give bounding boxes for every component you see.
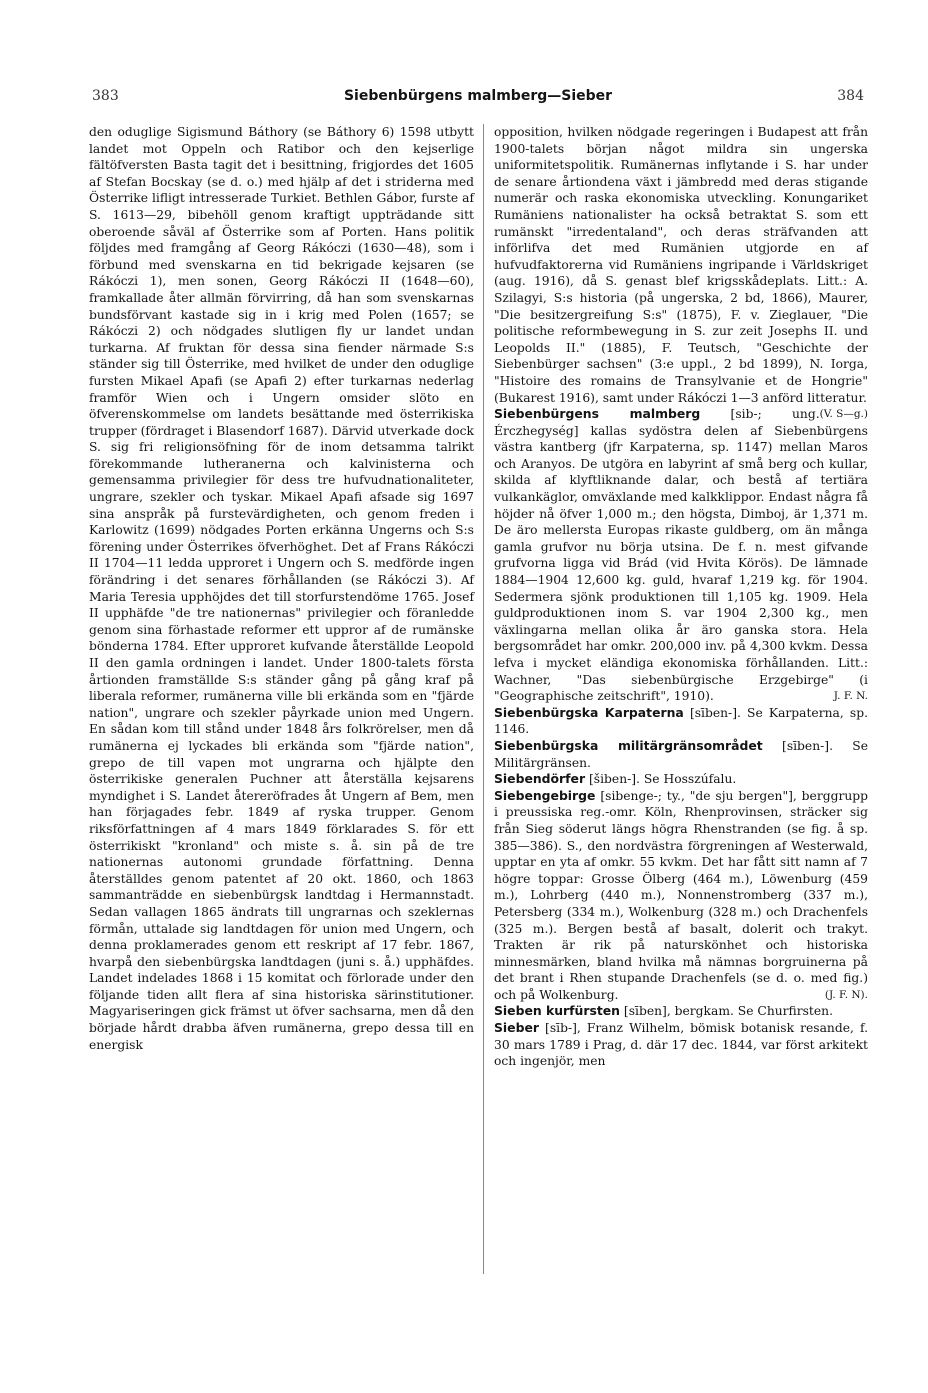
entry-headword: Siebengebirge: [494, 787, 596, 803]
entry-sieben-kurfursten: [494, 1003, 868, 1020]
entry-signature: (V. S—g.): [819, 408, 868, 421]
entry-siebengebirge: [494, 788, 868, 1004]
entry-signature: (J. F. N).: [824, 988, 868, 1001]
entry-text: [sibenge-; ty., "de sju bergen"], berggrupp i preussiska reg.-omr. Köln, Rhenprovinsen, sträcker sig från Sieg söderut längs högra Rhenstranden (se fig. å sp. 385—386). S., den nordvästra förgreningen af Westerwald, upptar en yta af omkr. 55 kvkm. Det har fått sitt namn af 7 högre toppar: Grosse Ölberg (464 m.), Löwenburg (459 m.), Lohrberg (440 m.), Nonnenstromberg (337 m.), Petersberg (334 m.), Wolkenburg (328 m.) och Drachenfels (325 m.). Bergen bestå af basalt, dolerit och trakyt. Trakten är rik på naturskönhet och historiska minnesmärken, bland hvilka må nämnas borgruinerna på det brant i Rhen stupande Drachenfels (se d. o. med fig.) och på Wolkenburg.: [494, 788, 868, 1002]
right-column: [494, 124, 868, 1070]
entry-siebenburgska-karpaterna: [494, 705, 868, 738]
entry-text: [sib-; ung. Érczhegység] kallas sydöstra delen af Siebenbürgens västra kantberg (jfr Karpaterna, sp. 1147) mellan Maros och Aranyos. De utgöra en labyrint af små berg och kullar, skilda af klyftliknande dalar, och bestå af tertiära vulkankäglor, omväxlande med kalkklippor. Endast några få höjder nå öfver 1,000 m.; den högsta, Dimboj, är 1,371 m. De äro mellersta Europas rikaste guldberg, om än många gamla grufvor nu börja utsina. De f. n. mest gifvande grufvorna ligga vid Brád (vid Hvita Körös). De lämnade 1884—1904 12,600 kg. guld, hvaraf 1,219 kg. för 1904. Sedermera sjönk produktionen till 1,105 kg. 1909. Hela guldproduktionen inom S. var 1904 2,300 kg., men växlingarna mellan olika år äro ganska stora. Hela bergsområdet har omkr. 200,000 inv. på 4,300 kvkm. Dessa lefva i mycket eländiga ekonomiska förhållanden. Litt.: Wachner, "Das siebenbürgische Erzgebirge" (i "Geographische zeitschrift", 1910).: [494, 407, 868, 704]
right-page-number: 384: [837, 88, 864, 104]
entry-text: [sīb-], Franz Wilhelm, bömisk botanisk resande, f. 30 mars 1789 i Prag, d. där 17 dec. 1844, var först arkitekt och ingenjör, men: [494, 1021, 868, 1069]
left-column: [89, 124, 474, 1053]
entry-headword: Siebenbürgska Karpaterna: [494, 704, 684, 720]
entry-text: [sīben-]. Se Karpaterna, sp. 1146.: [494, 705, 868, 737]
entry-text: [sīben-]. Se Militärgränsen.: [494, 738, 868, 770]
entry-text: [šiben-]. Se Hosszúfalu.: [589, 772, 737, 787]
column-divider: [483, 124, 484, 1274]
left-column-text: den oduglige Sigismund Báthory (se Báthory 6) 1598 utbytt landet mot Oppeln och Ratibor och den kejserlige fältöfversten Basta tagit det i besittning, frigjordes det 1605 af Stefan Bocskay (se d. o.) med hjälp af det i striderna med Österrike lifligt intresserade Turkiet. Bethlen Gábor, furste af S. 1613—29, bibehöll genom kraftigt uppträdande sitt oberoende såväl af Österrike som af Porten. Hans politik följdes med framgång af Georg Rákóczi (1630—48), som i förbund med svenskarna en tid bekrigade kejsaren (se Rákóczi 1), men sonen, Georg Rákóczi II (1648—60), framkallade åter allmän förvirring, då han som svenskarnas bundsförvant kastade sig in i krig med Polen (1657; se Rákóczi 2) och nödgades slutligen fly ur landet undan turkarna. Af fruktan för dessa sina fiender närmade S:s ständer sig till Österrike, med hvilket de under den oduglige fursten Mikael Apafi (se Apafi 2) efter turkarnas nederlag framför Wien och i Ungern omsider slöto en öfverenskommelse om landets besättande med österrikiska trupper (fördraget i Blasendorf 1687). Därvid utverkade dock S. sig fri religionsöfning för de inom detsamma talrikt förekommande lutheranerna och kalvinisterna och gemensamma privilegier för dess tre hufvudnationaliteter, ungrare, szekler och tyskar. Mikael Apafi afsade sig 1697 sina anspråk på furstevärdigheten, och genom freden i Karlowitz (1699) nödgades Porten erkänna Ungerns och S:s förening under Österrikes öfverhöghet. Det af Frans Rákóczi II 1704—11 ledda upproret i Ungern och S. medförde ingen förändring i det senares förhållanden (se Rákóczi 3). Af Maria Teresia upphöjdes det till storfurstendöme 1765. Josef II upphäfde "de tre nationernas" privilegier och föranledde genom sina förhastade reformer ett uppror af de rumänske bönderna 1784. Efter upproret kufvande återställde Leopold II den gamla ordningen i landet. Under 1800-talets första årtionden framställde S:s ständer gång på gång kraf på liberala reformer, rumänerna ville bli erkända som en "fjärde nation", ungrare och szekler påyrkade union med Ungern. En sådan kom till stånd under 1848 års folkrörelser, men då rumänerna ej lyckades bli erkända som "fjärde nation", grepo de till vapen mot ungrarna och hjälpte den österrikiske generalen Puchner att återställa kejsarens myndighet i S. Landet återeröfrades åt Ungern af Bem, men han förjagades febr. 1849 af ryska trupper. Genom riksförfattningen af 4 mars 1849 förklarades S. för ett österrikiskt "kronland" och miste s. å. sin på de tre nationernas autonomi grundade författning. Denna återställdes genom patentet af 20 okt. 1860, och 1863 sammanträdde en siebenbürgsk landtdag i Hermannstadt. Sedan vallagen 1865 ändrats till ungrarnas och szeklernas förmån, uttalade sig landtdagen för union med Ungern, och denna proklamerades genom ett reskript af 17 febr. 1867, hvarpå den siebenbürgska landtdagen (juni s. å.) upphäfdes. Landet indelades 1868 i 15 komitat och förlorade under den följande tiden allt flera af sina historiska särinstitutioner. Magyariseringen gick främst ut öfver sachsarna, men då den började hårdt drabba äfven rumänerna, grepo dessa till en energisk: [89, 125, 474, 1052]
entry-signature: J. F. N.: [833, 690, 868, 703]
entry-headword: Siebendörfer: [494, 771, 586, 787]
entry-siebenburgens-malmberg: [494, 406, 868, 705]
entry-headword: Siebenbürgens malmberg: [494, 406, 701, 422]
entry-headword: Sieber: [494, 1020, 539, 1036]
entry-headword: Sieben kurfürsten: [494, 1003, 620, 1019]
entry-sieber: [494, 1020, 868, 1070]
entry-text: opposition, hvilken nödgade regeringen i Budapest att från 1900-talets början något mildra sin ungerska uniformitetspolitik. Rumänernas inflytande i S. har under de senare årtiondena växt i jämbredd med deras stigande numerär och raska ekonomiska utveckling. Konungariket Rumäniens nationalister ha också betraktat S. som ett rumänskt "irredentaland", och deras sträfvanden att införlifva det med Rumänien utgjorde en af hufvudfaktorerna vid Rumäniens ingripande i Världskriget (aug. 1916), då S. genast blef krigsskådeplats. Litt.: A. Szilagyi, S:s historia (på ungerska, 2 bd, 1866), Maurer, "Die besitzergreifung S:s" (1875), F. v. Zieglauer, "Die politische reformbewegung in S. zur zeit Josephs II. und Leopolds II." (1885), F. Teutsch, "Geschichte der Siebenbürger sachsen" (3:e uppl., 2 bd 1899), N. Iorga, "Histoire des romains de Transylvanie et de Hongrie" (Bukarest 1916), samt under Rákóczi 1—3 anförd litteratur.: [494, 125, 868, 405]
entry-siebendorfer: [494, 771, 868, 788]
entry-headword: Siebenbürgska militärgränsområdet: [494, 737, 763, 753]
entry-militargransomradet: [494, 738, 868, 771]
page-header: [92, 88, 864, 108]
running-title: Siebenbürgens malmberg—Sieber: [343, 88, 613, 104]
entry-text: [sīben], bergkam. Se Churfirsten.: [623, 1004, 833, 1019]
left-page-number: 383: [92, 88, 119, 104]
